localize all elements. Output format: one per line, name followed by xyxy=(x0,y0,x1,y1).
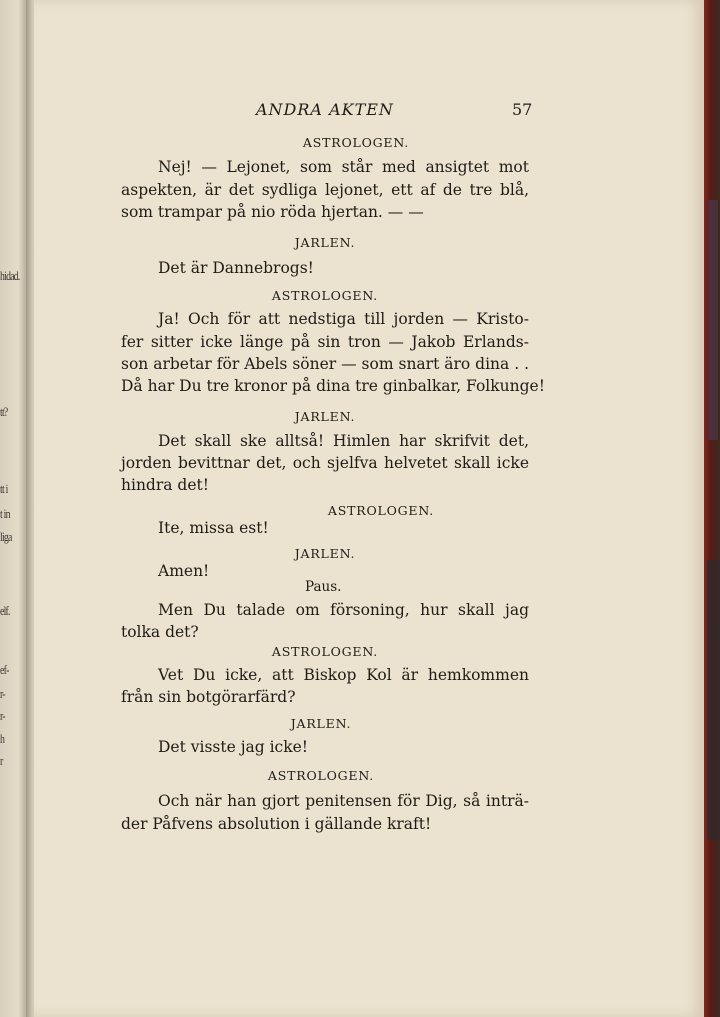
facing-page-fragment: tt? xyxy=(0,404,8,419)
speaker-jarlen: JARLEN. xyxy=(294,235,356,250)
speaker-astrologen: ASTROLOGEN. xyxy=(271,644,379,659)
text-line: Ja! Och för att nedstiga till jorden — Kristo- xyxy=(158,310,529,328)
facing-page-fragment: r- xyxy=(0,686,5,701)
text-line: tolka det? xyxy=(121,623,199,641)
text-line: från sin botgörarfärd? xyxy=(121,688,296,706)
speaker-astrologen: ASTROLOGEN. xyxy=(267,768,375,783)
facing-page-fragment: liga xyxy=(0,529,12,544)
text-line: Det skall ske alltså! Himlen har skrifvit det, xyxy=(158,432,529,450)
text-line: Och när han gjort penitensen för Dig, så inträ- xyxy=(158,792,529,810)
text-line: Amen! xyxy=(158,562,210,580)
facing-page-fragment: hidad. xyxy=(0,268,20,283)
facing-page-fragment: r xyxy=(0,753,3,768)
speaker-astrologen: ASTROLOGEN. xyxy=(271,288,379,303)
running-head: ANDRA AKTEN xyxy=(256,100,394,119)
text-line: hindra det! xyxy=(121,476,209,494)
stage-direction: Paus. xyxy=(305,579,342,595)
facing-page-fragment: h xyxy=(0,731,5,746)
speaker-astrologen: ASTROLOGEN. xyxy=(327,503,435,518)
text-line: jorden bevittnar det, och sjelfva helvetet skall icke xyxy=(121,454,529,472)
text-line: Ite, missa est! xyxy=(158,519,269,537)
text-line: aspekten, är det sydliga lejonet, ett af de tre blå, xyxy=(121,181,529,199)
text-line: Då har Du tre kronor på dina tre ginbalkar, Folkunge! xyxy=(121,377,545,395)
text-line: Vet Du icke, att Biskop Kol är hemkommen xyxy=(158,666,529,684)
text-line: fer sitter icke länge på sin tron — Jakob Erlands- xyxy=(121,333,529,351)
text-line: Men Du talade om försoning, hur skall jag xyxy=(158,601,529,619)
facing-page-fragment: r- xyxy=(0,708,5,723)
text-line: Nej! — Lejonet, som står med ansigtet mot xyxy=(158,158,529,176)
text-line: Det är Dannebrogs! xyxy=(158,259,314,277)
facing-page-fragment: ef- xyxy=(0,662,9,677)
speaker-astrologen: ASTROLOGEN. xyxy=(302,135,410,150)
text-line: der Påfvens absolution i gällande kraft! xyxy=(121,815,432,833)
text-line: son arbetar för Abels söner — som snart äro dina . . xyxy=(121,355,529,373)
facing-page-edge xyxy=(0,0,26,1017)
page-number: 57 xyxy=(512,100,533,119)
text-line: Det visste jag icke! xyxy=(158,738,309,756)
speaker-jarlen: JARLEN. xyxy=(294,546,356,561)
speaker-jarlen: JARLEN. xyxy=(290,716,352,731)
facing-page-fragment: tt i xyxy=(0,481,8,496)
facing-page-fragment: elf. xyxy=(0,603,10,618)
facing-page-fragment: t in xyxy=(0,506,10,521)
text-line: som trampar på nio röda hjertan. — — xyxy=(121,203,424,221)
book-cover-edge xyxy=(704,0,720,1017)
speaker-jarlen: JARLEN. xyxy=(294,409,356,424)
